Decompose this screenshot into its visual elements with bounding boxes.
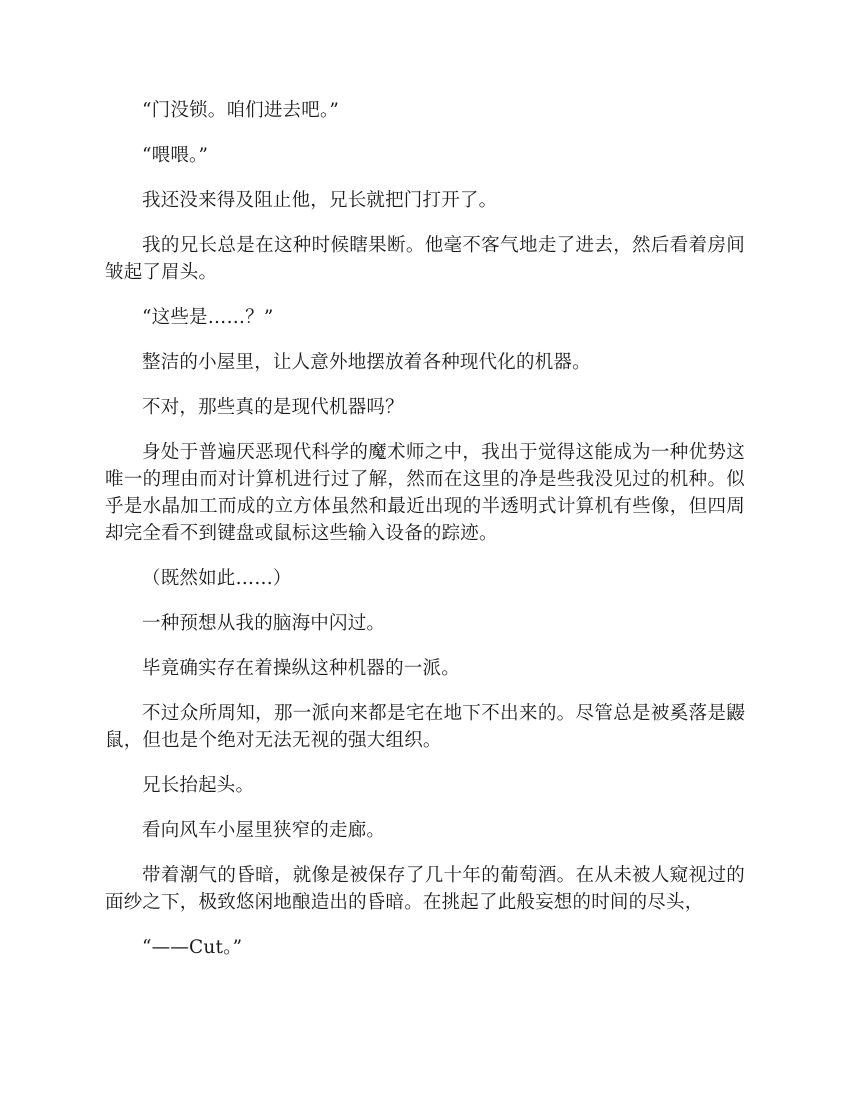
paragraph-14: 看向风车小屋里狭窄的走廊。 [142,820,386,841]
paragraph-4: 我的兄长总是在这种时候瞎果断。他毫不客气地走了进去，然后看着房间皱起了眉头。 [105,235,745,283]
paragraph-2: “喂喂。” [142,145,209,166]
paragraph-8: 身处于普遍厌恶现代科学的魔术师之中，我出于觉得这能成为一种优势这唯一的理由而对计算机进行过了解，然而在这里的净是些我没见过的机种。似乎是水晶加工而成的立方体虽然和最近出现的半透明式计算机有些像，但四周却完全看不到键盘或鼠标这些输入设备的踪迹。 [105,442,745,544]
paragraph-15: 带着潮气的昏暗，就像是被保存了几十年的葡萄酒。在从未被人窥视过的面纱之下，极致悠闲地酿造出的昏暗。在挑起了此般妄想的时间的尽头， [105,865,745,913]
paragraph-6: 整洁的小屋里，让人意外地摆放着各种现代化的机器。 [142,352,591,373]
paragraph-11: 毕竟确实存在着操纵这种机器的一派。 [142,658,460,679]
paragraph-7: 不对，那些真的是现代机器吗？ [142,397,404,418]
paragraph-1: “门没锁。咱们进去吧。” [142,100,340,121]
paragraph-10: 一种预想从我的脑海中闪过。 [142,613,386,634]
paragraph-5: “这些是……？” [142,307,274,328]
paragraph-13: 兄长抬起头。 [142,775,255,796]
paragraph-9: （既然如此……） [142,568,292,589]
paragraph-16: “——Cut。” [142,937,243,958]
paragraph-3: 我还没来得及阻止他，兄长就把门打开了。 [142,190,498,211]
paragraph-12: 不过众所周知，那一派向来都是宅在地下不出来的。尽管总是被奚落是鼹鼠，但也是个绝对无法无视的强大组织。 [105,703,745,751]
document-page [105,97,745,979]
